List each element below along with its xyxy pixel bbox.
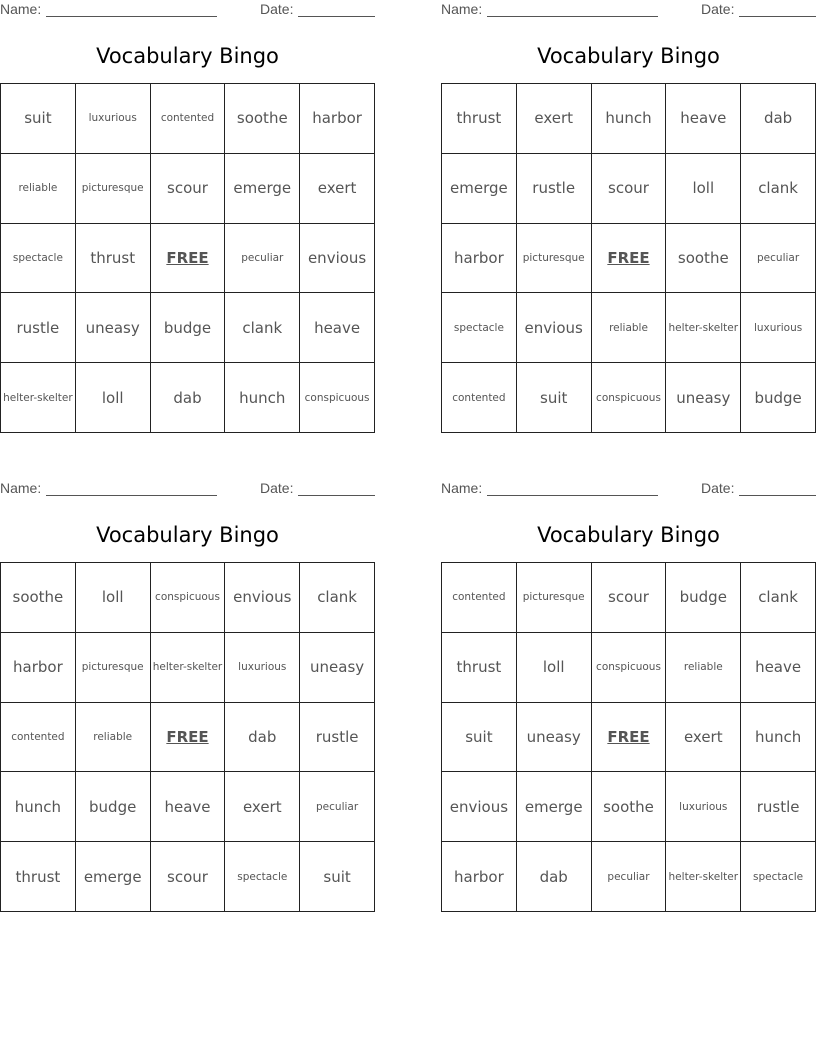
bingo-cell: suit xyxy=(300,842,375,912)
bingo-cell: heave xyxy=(741,633,816,703)
bingo-cell: loll xyxy=(76,363,151,433)
bingo-cell: thrust xyxy=(442,84,517,154)
bingo-cell: emerge xyxy=(76,842,151,912)
bingo-grid xyxy=(441,83,816,433)
bingo-cell: dab xyxy=(517,842,592,912)
bingo-cell: loll xyxy=(76,563,151,633)
bingo-cell: conspicuous xyxy=(592,633,667,703)
bingo-cell: helter-skelter xyxy=(151,633,226,703)
name-label: Name: xyxy=(441,1,483,17)
bingo-cell: peculiar xyxy=(592,842,667,912)
bingo-cell: luxurious xyxy=(225,633,300,703)
bingo-cell: spectacle xyxy=(1,224,76,294)
bingo-cell: uneasy xyxy=(517,703,592,773)
name-label: Name: xyxy=(0,1,42,17)
bingo-cell: helter-skelter xyxy=(1,363,76,433)
bingo-cell: envious xyxy=(517,293,592,363)
card-title: Vocabulary Bingo xyxy=(537,44,720,68)
card-title: Vocabulary Bingo xyxy=(96,523,279,547)
bingo-cell: clank xyxy=(300,563,375,633)
card-header xyxy=(441,480,816,498)
free-space-cell: FREE xyxy=(592,703,667,773)
bingo-cell: luxurious xyxy=(76,84,151,154)
bingo-cell: emerge xyxy=(225,154,300,224)
date-label: Date: xyxy=(701,480,735,496)
bingo-cell: thrust xyxy=(1,842,76,912)
bingo-cell: contented xyxy=(151,84,226,154)
bingo-grid xyxy=(0,83,375,433)
bingo-cell: peculiar xyxy=(300,772,375,842)
bingo-cell: harbor xyxy=(300,84,375,154)
bingo-cell: dab xyxy=(225,703,300,773)
bingo-cell: conspicuous xyxy=(300,363,375,433)
date-blank xyxy=(298,16,375,17)
bingo-cell: spectacle xyxy=(442,293,517,363)
date-label: Date: xyxy=(701,1,735,17)
bingo-cell: suit xyxy=(1,84,76,154)
bingo-cell: envious xyxy=(300,224,375,294)
bingo-cell: reliable xyxy=(1,154,76,224)
bingo-cell: envious xyxy=(225,563,300,633)
name-blank xyxy=(487,16,658,17)
date-label: Date: xyxy=(260,1,294,17)
bingo-cell: soothe xyxy=(1,563,76,633)
bingo-cell: budge xyxy=(741,363,816,433)
bingo-cell: contented xyxy=(442,563,517,633)
bingo-cell: luxurious xyxy=(666,772,741,842)
bingo-cell: helter-skelter xyxy=(666,293,741,363)
bingo-cell: picturesque xyxy=(76,633,151,703)
bingo-cell: uneasy xyxy=(666,363,741,433)
bingo-cell: heave xyxy=(151,772,226,842)
bingo-cell: conspicuous xyxy=(151,563,226,633)
bingo-cell: thrust xyxy=(442,633,517,703)
bingo-cell: rustle xyxy=(741,772,816,842)
bingo-cell: picturesque xyxy=(76,154,151,224)
bingo-cell: heave xyxy=(300,293,375,363)
bingo-grid xyxy=(441,562,816,912)
bingo-card-3 xyxy=(0,479,375,914)
bingo-cell: exert xyxy=(666,703,741,773)
bingo-cell: clank xyxy=(741,563,816,633)
name-blank xyxy=(46,16,217,17)
bingo-cell: reliable xyxy=(666,633,741,703)
bingo-cell: contented xyxy=(442,363,517,433)
card-header xyxy=(0,480,375,498)
bingo-cell: clank xyxy=(225,293,300,363)
bingo-cell: hunch xyxy=(1,772,76,842)
card-header xyxy=(0,1,375,19)
bingo-cell: peculiar xyxy=(741,224,816,294)
bingo-cell: luxurious xyxy=(741,293,816,363)
bingo-cell: harbor xyxy=(442,842,517,912)
bingo-cell: harbor xyxy=(442,224,517,294)
bingo-cell: exert xyxy=(225,772,300,842)
bingo-cell: soothe xyxy=(666,224,741,294)
free-space-cell: FREE xyxy=(592,224,667,294)
free-space-cell: FREE xyxy=(151,703,226,773)
bingo-cell: emerge xyxy=(517,772,592,842)
bingo-cell: exert xyxy=(300,154,375,224)
bingo-cell: dab xyxy=(741,84,816,154)
bingo-cell: spectacle xyxy=(741,842,816,912)
bingo-cell: contented xyxy=(1,703,76,773)
bingo-cell: conspicuous xyxy=(592,363,667,433)
bingo-cell: reliable xyxy=(592,293,667,363)
free-space-cell: FREE xyxy=(151,224,226,294)
bingo-cell: rustle xyxy=(1,293,76,363)
bingo-cell: picturesque xyxy=(517,563,592,633)
bingo-cell: clank xyxy=(741,154,816,224)
bingo-cell: thrust xyxy=(76,224,151,294)
bingo-cell: peculiar xyxy=(225,224,300,294)
bingo-cell: loll xyxy=(666,154,741,224)
bingo-cell: hunch xyxy=(225,363,300,433)
bingo-cell: helter-skelter xyxy=(666,842,741,912)
bingo-cell: envious xyxy=(442,772,517,842)
bingo-cell: budge xyxy=(76,772,151,842)
date-blank xyxy=(298,495,375,496)
name-blank xyxy=(487,495,658,496)
bingo-cell: exert xyxy=(517,84,592,154)
card-title: Vocabulary Bingo xyxy=(537,523,720,547)
bingo-cell: dab xyxy=(151,363,226,433)
bingo-cell: reliable xyxy=(76,703,151,773)
bingo-cell: budge xyxy=(151,293,226,363)
name-label: Name: xyxy=(0,480,42,496)
bingo-cell: spectacle xyxy=(225,842,300,912)
bingo-cell: loll xyxy=(517,633,592,703)
bingo-cell: scour xyxy=(151,154,226,224)
bingo-cell: scour xyxy=(151,842,226,912)
bingo-cell: soothe xyxy=(225,84,300,154)
bingo-cell: emerge xyxy=(442,154,517,224)
card-title: Vocabulary Bingo xyxy=(96,44,279,68)
bingo-card-4 xyxy=(441,479,816,914)
bingo-cell: uneasy xyxy=(300,633,375,703)
date-blank xyxy=(739,495,816,496)
bingo-cell: harbor xyxy=(1,633,76,703)
bingo-cell: rustle xyxy=(300,703,375,773)
bingo-cell: scour xyxy=(592,154,667,224)
name-blank xyxy=(46,495,217,496)
bingo-grid xyxy=(0,562,375,912)
bingo-card-2 xyxy=(441,0,816,435)
bingo-cell: hunch xyxy=(741,703,816,773)
bingo-cell: soothe xyxy=(592,772,667,842)
bingo-cell: scour xyxy=(592,563,667,633)
bingo-cell: budge xyxy=(666,563,741,633)
date-label: Date: xyxy=(260,480,294,496)
date-blank xyxy=(739,16,816,17)
bingo-cell: uneasy xyxy=(76,293,151,363)
bingo-cell: picturesque xyxy=(517,224,592,294)
bingo-cell: rustle xyxy=(517,154,592,224)
name-label: Name: xyxy=(441,480,483,496)
bingo-cell: hunch xyxy=(592,84,667,154)
bingo-card-1 xyxy=(0,0,375,435)
bingo-cell: suit xyxy=(442,703,517,773)
bingo-cell: suit xyxy=(517,363,592,433)
bingo-cell: heave xyxy=(666,84,741,154)
card-header xyxy=(441,1,816,19)
